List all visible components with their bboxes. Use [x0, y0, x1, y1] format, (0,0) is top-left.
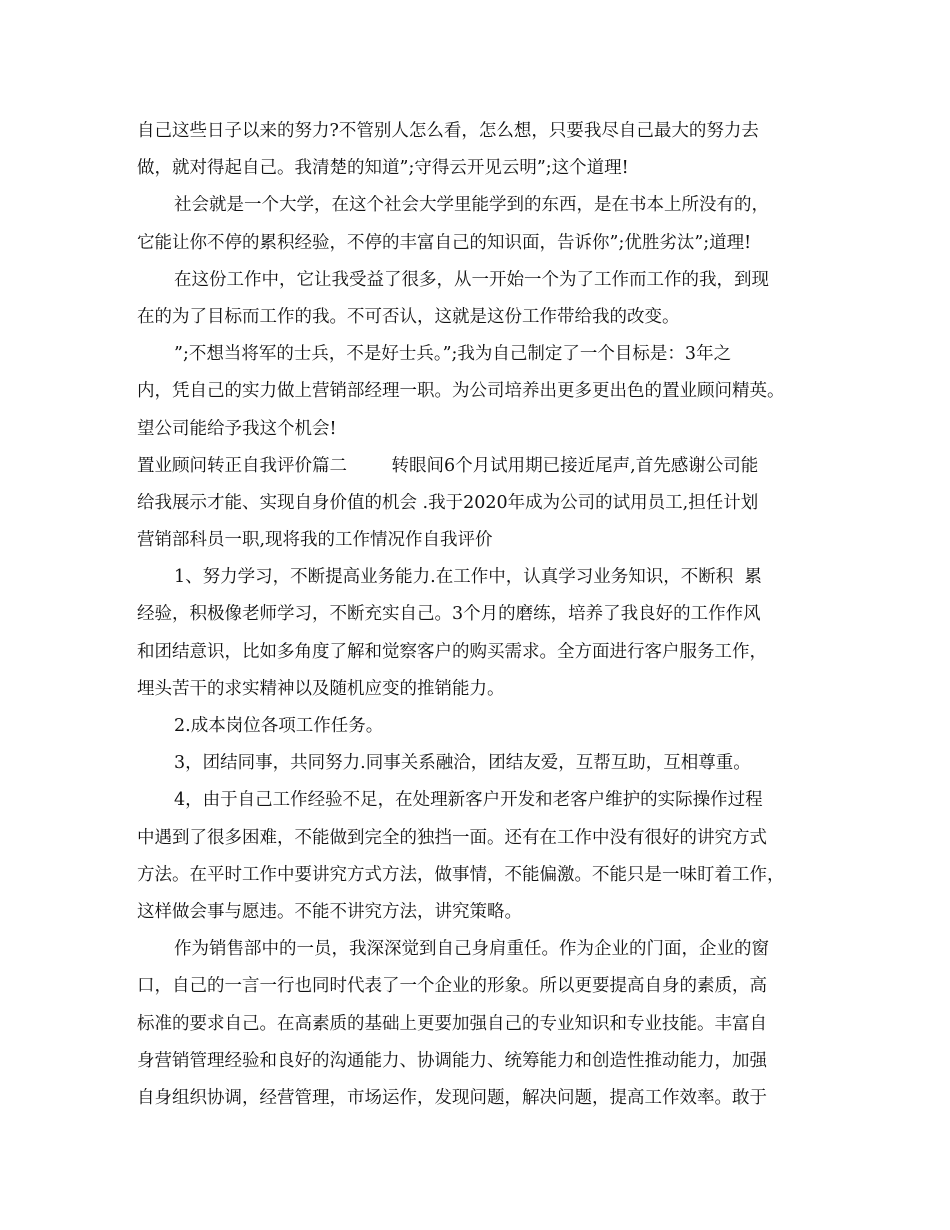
- text-line: 自身组织协调，经营管理，市场运作，发现问题，解决问题，提高工作效率。敢于: [137, 1087, 767, 1108]
- text-line: 给我展示才能、实现自身价值的机会 .我于2020年成为公司的试用员工,担任计划: [137, 492, 759, 513]
- text-line: 社会就是一个大学，在这个社会大学里能学到的东西，是在书本上所没有的，: [174, 195, 769, 216]
- text-line: 身营销管理经验和良好的沟通能力、协调能力、统筹能力和创造性推动能力，加强: [137, 1050, 767, 1071]
- text-line: 在的为了目标而工作的我。不可否认，这就是这份工作带给我的改变。: [137, 306, 680, 327]
- text-line: 内，凭自己的实力做上营销部经理一职。为公司培养出更多更出色的置业顾问精英。: [137, 381, 785, 402]
- text-line: 1、努力学习，不断提高业务能力.在工作中，认真学习业务知识，不断积 累: [174, 567, 762, 588]
- text-line: 这样做会事与愿违。不能不讲究方法，讲究策略。: [137, 901, 522, 922]
- text-line: 它能让你不停的累积经验，不停的丰富自己的知识面，告诉你”;优胜劣汰”;道理!: [137, 232, 752, 253]
- text-line: 经验，积极像老师学习，不断充实自己。3个月的磨练，培养了我良好的工作作风: [137, 604, 761, 625]
- text-line: 中遇到了很多困难，不能做到完全的独挡一面。还有在工作中没有很好的讲究方式: [137, 827, 767, 848]
- text-line: 埋头苦干的求实精神以及随机应变的推销能力。: [137, 678, 505, 699]
- text-line: 望公司能给予我这个机会!: [137, 418, 337, 439]
- text-line: 和团结意识，比如多角度了解和觉察客户的购买需求。全方面进行客户服务工作，: [137, 641, 767, 662]
- text-line: 口，自己的一言一行也同时代表了一个企业的形象。所以更要提高自身的素质，高: [137, 976, 767, 997]
- text-line: 2.成本岗位各项工作任务。: [174, 716, 384, 736]
- text-line: 4，由于自己工作经验不足，在处理新客户开发和老客户维护的实际操作过程: [174, 790, 763, 811]
- text-line: 在这份工作中，它让我受益了很多，从一开始一个为了工作而工作的我，到现: [174, 269, 769, 290]
- text-line: 作为销售部中的一员，我深深觉到自己身肩重任。作为企业的门面，企业的窗: [174, 939, 769, 960]
- text-line: 营销部科员一职,现将我的工作情况作自我评价: [137, 530, 493, 551]
- text-line: 置业顾问转正自我评价篇二 转眼间6个月试用期已接近尾声,首先感谢公司能: [137, 455, 759, 476]
- text-line: 标准的要求自己。在高素质的基础上更要加强自己的专业知识和专业技能。丰富自: [137, 1013, 767, 1034]
- text-line: ”;不想当将军的士兵，不是好士兵。”;我为自己制定了一个目标是：3年之: [174, 344, 732, 365]
- text-line: 做，就对得起自己。我清楚的知道”;守得云开见云明”;这个道理!: [137, 158, 629, 179]
- text-line: 自己这些日子以来的努力?不管别人怎么看，怎么想，只要我尽自己最大的努力去: [137, 121, 759, 141]
- document-body: [137, 113, 817, 1117]
- text-line: 3，团结同事，共同努力.同事关系融洽，团结友爱，互帮互助，互相尊重。: [174, 753, 751, 774]
- text-line: 方法。在平时工作中要讲究方式方法，做事情，不能偏激。不能只是一味盯着工作，: [137, 864, 785, 885]
